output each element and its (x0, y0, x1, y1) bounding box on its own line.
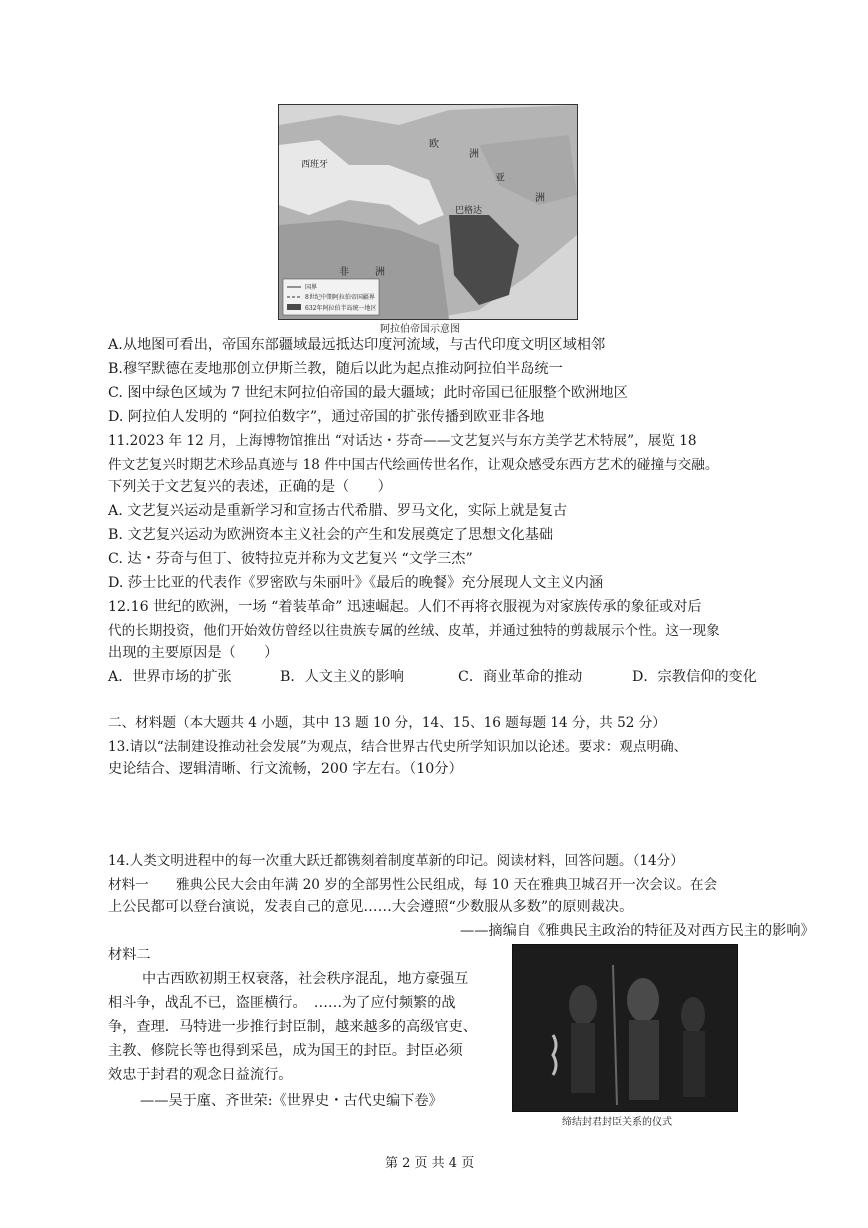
q11-option-b: B. 文艺复兴运动为欧洲资本主义社会的产生和发展奠定了思想文化基础 (108, 527, 554, 543)
photo-caption: 缔结封君封臣关系的仪式 (562, 1117, 672, 1128)
photo-graphic (513, 945, 737, 1111)
q12-stem-line-1: 12.16 世纪的欧洲，一场 “着装革命” 迅速崛起。人们不再将衣服视为对家族传承的象征或对后 (108, 599, 702, 615)
q13-line-2: 史论结合、逻辑清晰、行文流畅，200 字左右。（10分） (108, 761, 463, 777)
q10-option-b: B.穆罕默德在麦地那创立伊斯兰教，随后以此为起点推动阿拉伯半岛统一 (108, 361, 563, 377)
q11-option-d: D. 莎士比亚的代表作《罗密欧与朱丽叶》《最后的晚餐》充分展现人文主义内涵 (108, 575, 604, 591)
q14-material1-source: ——摘编自《雅典民主政治的特征及对西方民主的影响》 (460, 923, 815, 939)
q12-option-b: B．人文主义的影响 (280, 669, 404, 685)
q10-option-c: C. 图中绿色区域为 7 世纪末阿拉伯帝国的最大疆域；此时帝国已征服整个欧洲地区 (108, 385, 628, 401)
q10-option-d: D. 阿拉伯人发明的 “阿拉伯数字”，通过帝国的扩张传播到欧亚非各地 (108, 409, 545, 425)
q12-option-d: D．宗教信仰的变化 (632, 669, 757, 685)
q12-stem-line-3: 出现的主要原因是（ ） (108, 645, 279, 661)
q14-material2-line-1: 中古西欧初期王权衰落，社会秩序混乱，地方豪强互 (142, 971, 469, 987)
q11-stem-line-1: 11.2023 年 12 月，上海博物馆推出 “对话达・芬奇——文艺复兴与东方美学艺术特展”，展览 18 (108, 433, 697, 449)
q12-option-a: A．世界市场的扩张 (108, 669, 232, 685)
map-label-europe: 欧 (429, 139, 439, 150)
map-label-spain: 西班牙 (301, 160, 329, 170)
q14-material2-source: ——吴于廑、齐世荣:《世界史・古代史编下卷》 (140, 1093, 443, 1109)
q11-option-c: C. 达・芬奇与但丁、彼特拉克并称为文艺复兴 “文学三杰” (108, 551, 473, 567)
page-number: 第 2 页 共 4 页 (385, 1156, 475, 1171)
map-label-africa: 非 (339, 267, 349, 278)
q12-stem-line-2: 代的长期投资，他们开始效仿曾经以往贵族专属的丝绒、皮革，并通过独特的剪裁展示个性。这一现象 (108, 623, 720, 639)
map-label-europe-2: 洲 (469, 149, 479, 160)
q14-material2-line-3: 争，查理．马特进一步推行封臣制，越来越多的高级官吏、 (108, 1019, 477, 1035)
map-caption: 阿拉伯帝国示意图 (380, 324, 460, 335)
map-legend-item-3: 632年阿拉伯半岛统一地区 (305, 305, 377, 312)
q14-material2-line-5: 效忠于封君的观念日益流行。 (108, 1067, 293, 1083)
map-label-baghdad: 巴格达 (455, 206, 483, 216)
q11-stem-line-3: 下列关于文艺复兴的表述，正确的是（ ） (108, 479, 392, 495)
q12-option-c: C．商业革命的推动 (458, 669, 583, 685)
map-label-africa-2: 洲 (375, 267, 385, 278)
q14-material1-line-1: 材料一 雅典公民大会由年满 20 岁的全部男性公民组成，每 10 天在雅典卫城召开一次会议。在会 (108, 877, 718, 893)
q14-material2-line-4: 主教、修院长等也得到采邑，成为国王的封臣。封臣必须 (108, 1043, 463, 1059)
section2-heading: 二、材料题（本大题共 4 小题，其中 13 题 10 分，14、15、16 题每题 14 分，共 52 分） (108, 715, 666, 731)
q13-line-1: 13.请以“法制建设推动社会发展”为观点，结合世界古代史所学知识加以论述。要求：观点明确、 (108, 739, 688, 755)
q11-stem-line-2: 件文艺复兴时期艺术珍品真迹与 18 件中国古代绘画传世名作，让观众感受东西方艺术的碰撞与交融。 (108, 457, 719, 473)
map-legend-item-2: 8世纪中期阿拉伯帝国疆界 (305, 294, 375, 301)
q14-stem: 14.人类文明进程中的每一次重大跃迁都镌刻着制度革新的印记。阅读材料，回答问题。（14分） (108, 853, 684, 869)
map-label-asia-2: 洲 (535, 193, 545, 204)
arab-empire-map (278, 104, 578, 320)
vassalage-ceremony-image (512, 944, 738, 1112)
q14-material2-line-2: 相斗争，战乱不已，盗匪横行。 ……为了应付频繁的战 (108, 995, 456, 1011)
q14-material2-label: 材料二 (108, 947, 151, 963)
q14-material1-line-2: 上公民都可以登台演说，发表自己的意见……大会遵照“少数服从多数”的原则裁决。 (108, 899, 634, 915)
map-label-asia: 亚 (495, 173, 505, 184)
map-legend-item-1: 国界 (305, 284, 318, 291)
map-graphic (279, 105, 577, 319)
q10-option-a: A.从地图可看出，帝国东部疆域最远抵达印度河流域，与古代印度文明区域相邻 (108, 337, 606, 353)
q11-option-a: A. 文艺复兴运动是重新学习和宣扬古代希腊、罗马文化，实际上就是复古 (108, 503, 568, 519)
